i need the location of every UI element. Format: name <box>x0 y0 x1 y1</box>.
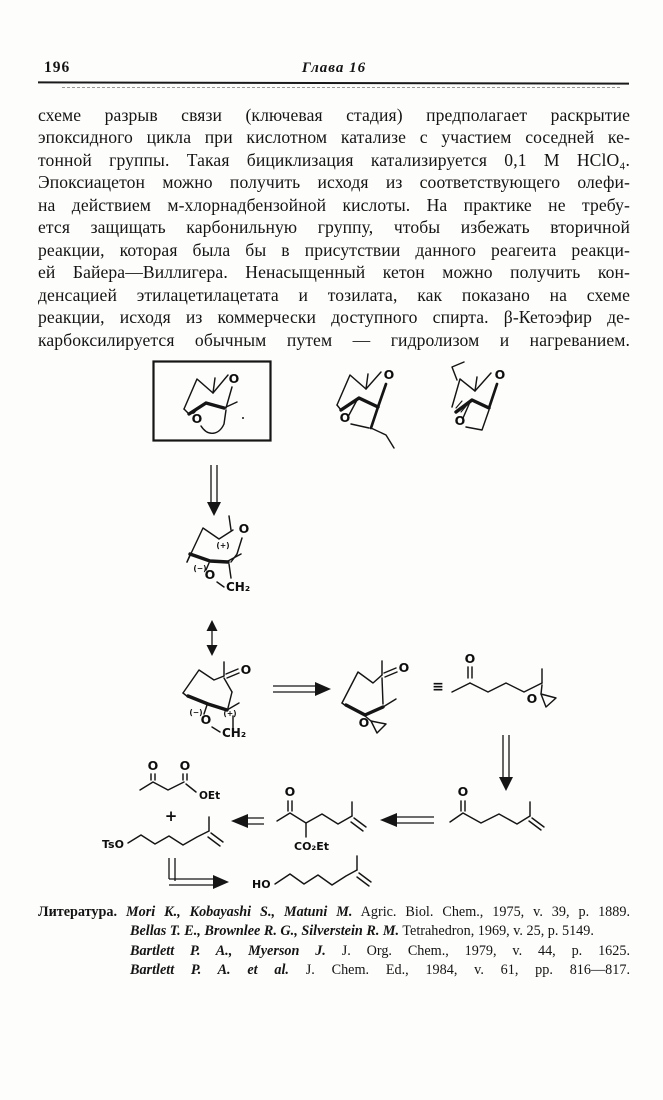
ho-label: HO <box>252 878 271 891</box>
arrow-head <box>207 502 221 516</box>
bond <box>224 678 232 692</box>
structure-tosylate <box>102 817 223 851</box>
ethyl-bond <box>452 362 464 380</box>
bond <box>275 870 357 885</box>
arrow-head <box>207 645 218 656</box>
methyl-bond <box>228 554 241 561</box>
chapter-running-title: Глава 16 <box>301 60 367 76</box>
double-bond <box>529 821 541 830</box>
retrosynthesis-arrow-left-1 <box>380 813 434 827</box>
body-text-line: на действием м-хлорнадбензойной кислоты. На практике не требу- <box>38 194 630 215</box>
wedge-bond <box>489 384 497 408</box>
body-text-line: денсацией этилацетилацетата и тозилата, как показано на схеме <box>38 284 630 305</box>
bold-bond <box>346 705 383 715</box>
ethyl-bond <box>371 428 394 448</box>
structure-ketoester <box>277 784 366 853</box>
wedge-bond <box>378 384 386 407</box>
structure-ethyl-acetoacetate <box>140 758 220 802</box>
oxygen-label: O <box>398 660 410 675</box>
scan-speck <box>242 417 244 419</box>
bond <box>187 555 190 562</box>
oxygen-label: O <box>454 413 466 428</box>
reference-item <box>38 903 630 922</box>
bond <box>277 813 352 824</box>
reference-authors: Bellas T. E., Brownlee R. G., Silverstein R. M. <box>130 923 400 940</box>
retrosynthesis-arrow-down-1 <box>207 465 221 516</box>
bond <box>382 678 383 704</box>
bond <box>128 831 209 845</box>
arrow-head <box>213 875 229 889</box>
stereo-label: (+) <box>223 709 237 718</box>
oxygen-label: O <box>383 367 395 382</box>
reference-source: Tetrahedron, 1969, v. 25, p. 5149. <box>399 923 594 940</box>
reference-authors: Bartlett P. A. et al. <box>130 961 289 978</box>
arrow-head <box>499 777 513 791</box>
reference-authors: Mori K., Kobayashi S., Matuni M. <box>126 904 353 920</box>
arrow-head <box>231 814 248 828</box>
oxygen-label: O <box>228 371 240 386</box>
bond <box>237 538 242 554</box>
resonance-arrow <box>207 620 218 656</box>
structure-alkoxide-chair <box>187 516 250 594</box>
bond <box>212 727 220 732</box>
ch2-label: CH₂ <box>226 580 251 594</box>
epoxide-ring <box>541 694 556 707</box>
body-text-line: ей Байера—Виллигера. Ненасыщенный кетон можно получить кон- <box>38 262 630 283</box>
body-text-line: схеме разрыв связи (ключевая стадия) предполагает раскрытие <box>38 105 630 125</box>
header-rule <box>38 81 629 85</box>
oxygen-label: O <box>147 758 159 773</box>
bond <box>184 409 189 414</box>
body-text-line: Эпоксиацетон можно получить исходя из соответствующего олефи- <box>38 172 630 193</box>
plus-sign: + <box>164 807 178 825</box>
methyl-bond <box>383 699 396 707</box>
retrosynthesis-arrow-down-2 <box>499 735 513 791</box>
bold-bond <box>341 398 378 410</box>
tso-label: TsO <box>102 838 124 851</box>
oxygen-label: O <box>240 662 252 677</box>
references-block <box>38 903 630 980</box>
body-text-line: карбоксилируется обычным путем — гидролизом и нагреванием. <box>38 329 630 350</box>
oxygen-label: O <box>238 521 250 536</box>
oxygen-label: O <box>358 715 370 730</box>
wedge-bond <box>371 407 378 428</box>
page-number: 196 <box>44 59 71 76</box>
methyl-bond <box>229 516 231 530</box>
double-bond <box>227 673 239 678</box>
retrosynthesis-arrow-right <box>273 682 331 696</box>
reference-source: J. Chem. Ed., 1984, v. 61, pp. 816—817. <box>288 961 630 978</box>
structure-bicyclic-acetal-3 <box>452 362 505 430</box>
ch2-label: CH₂ <box>222 726 247 740</box>
oxygen-label: O <box>494 367 506 382</box>
oxygen-label: O <box>204 567 216 582</box>
bond <box>541 685 542 694</box>
stereo-label: (−) <box>189 708 203 717</box>
structure-unsaturated-ketone <box>450 784 544 830</box>
oet-label: OEt <box>199 790 221 802</box>
header-rule-scan-artifact <box>62 87 620 88</box>
double-bond <box>226 669 238 674</box>
equivalence-sign: ≡ <box>432 679 444 695</box>
structure-epoxyketone-chain <box>452 651 556 707</box>
bond <box>450 813 530 824</box>
retrosynthesis-arrow-left-2 <box>231 814 264 828</box>
oxygen-label: O <box>284 784 296 799</box>
structure-target-boxed <box>154 362 271 441</box>
bond <box>351 424 369 428</box>
structure-alcohol <box>252 856 371 891</box>
oxygen-label: O <box>200 712 212 727</box>
body-text-line: ется защищать карбонильную группу, чтобы избежать вторичной <box>38 217 630 238</box>
bond <box>452 683 470 692</box>
bond <box>337 372 381 405</box>
oxygen-label: O <box>339 410 351 425</box>
structure-bicyclic-acetal-2 <box>337 367 394 448</box>
stereo-label: (+) <box>216 541 230 550</box>
body-text-line: тонной группы. Такая бициклизация катализируется 0,1 М HClO₄. <box>38 149 630 170</box>
structure-epoxyketone-chair <box>342 660 409 733</box>
body-text-line: реакции, которая была бы в присутствии данного реагеита реакци- <box>38 239 630 260</box>
oxygen-label: O <box>457 784 469 799</box>
reference-item <box>38 942 630 961</box>
body-paragraph <box>38 104 630 351</box>
double-bond <box>532 818 544 827</box>
bond <box>186 784 196 792</box>
bond <box>183 670 224 693</box>
epoxide-ring <box>371 721 386 733</box>
reference-source: J. Org. Chem., 1979, v. 44, p. 1625. <box>325 942 630 959</box>
references-label: Литература. <box>38 904 118 920</box>
ring-bond <box>201 410 226 433</box>
double-bond <box>384 668 396 673</box>
target-box <box>154 362 271 441</box>
reference-source: Agric. Biol. Chem., 1975, v. 39, p. 1889. <box>352 904 630 920</box>
body-text-line: эпоксидного цикла при кислотном катализе с участием соседней ке- <box>38 127 630 148</box>
co2et-label: CO₂Et <box>294 840 330 853</box>
methyl-bond <box>224 402 237 408</box>
reference-authors: Bartlett P. A., Myerson J. <box>130 942 326 959</box>
oxygen-label: O <box>191 411 203 426</box>
structure-ketoalkoxide-chair <box>183 662 251 740</box>
arrow-head <box>207 620 218 631</box>
reference-item <box>38 922 630 941</box>
oxygen-label: O <box>464 651 476 666</box>
bold-bond <box>190 554 228 562</box>
bond <box>217 582 224 587</box>
stereo-label: (−) <box>193 564 207 573</box>
reference-item <box>38 961 630 980</box>
arrow-head <box>315 682 331 696</box>
bond <box>229 564 231 578</box>
arrow-head <box>380 813 397 827</box>
retrosynthesis-arrow-bent <box>169 858 229 889</box>
bond <box>342 672 382 703</box>
double-bond <box>385 672 397 677</box>
bond <box>140 782 184 790</box>
oxygen-label: O <box>526 691 538 706</box>
body-text-line: реакции, исходя из коммерчески доступного спирта. β-Кетоэфир де- <box>38 307 630 328</box>
retrosynthesis-scheme <box>0 358 663 906</box>
bond <box>228 692 232 708</box>
oxygen-label: O <box>179 758 191 773</box>
ring-bond <box>466 410 489 430</box>
